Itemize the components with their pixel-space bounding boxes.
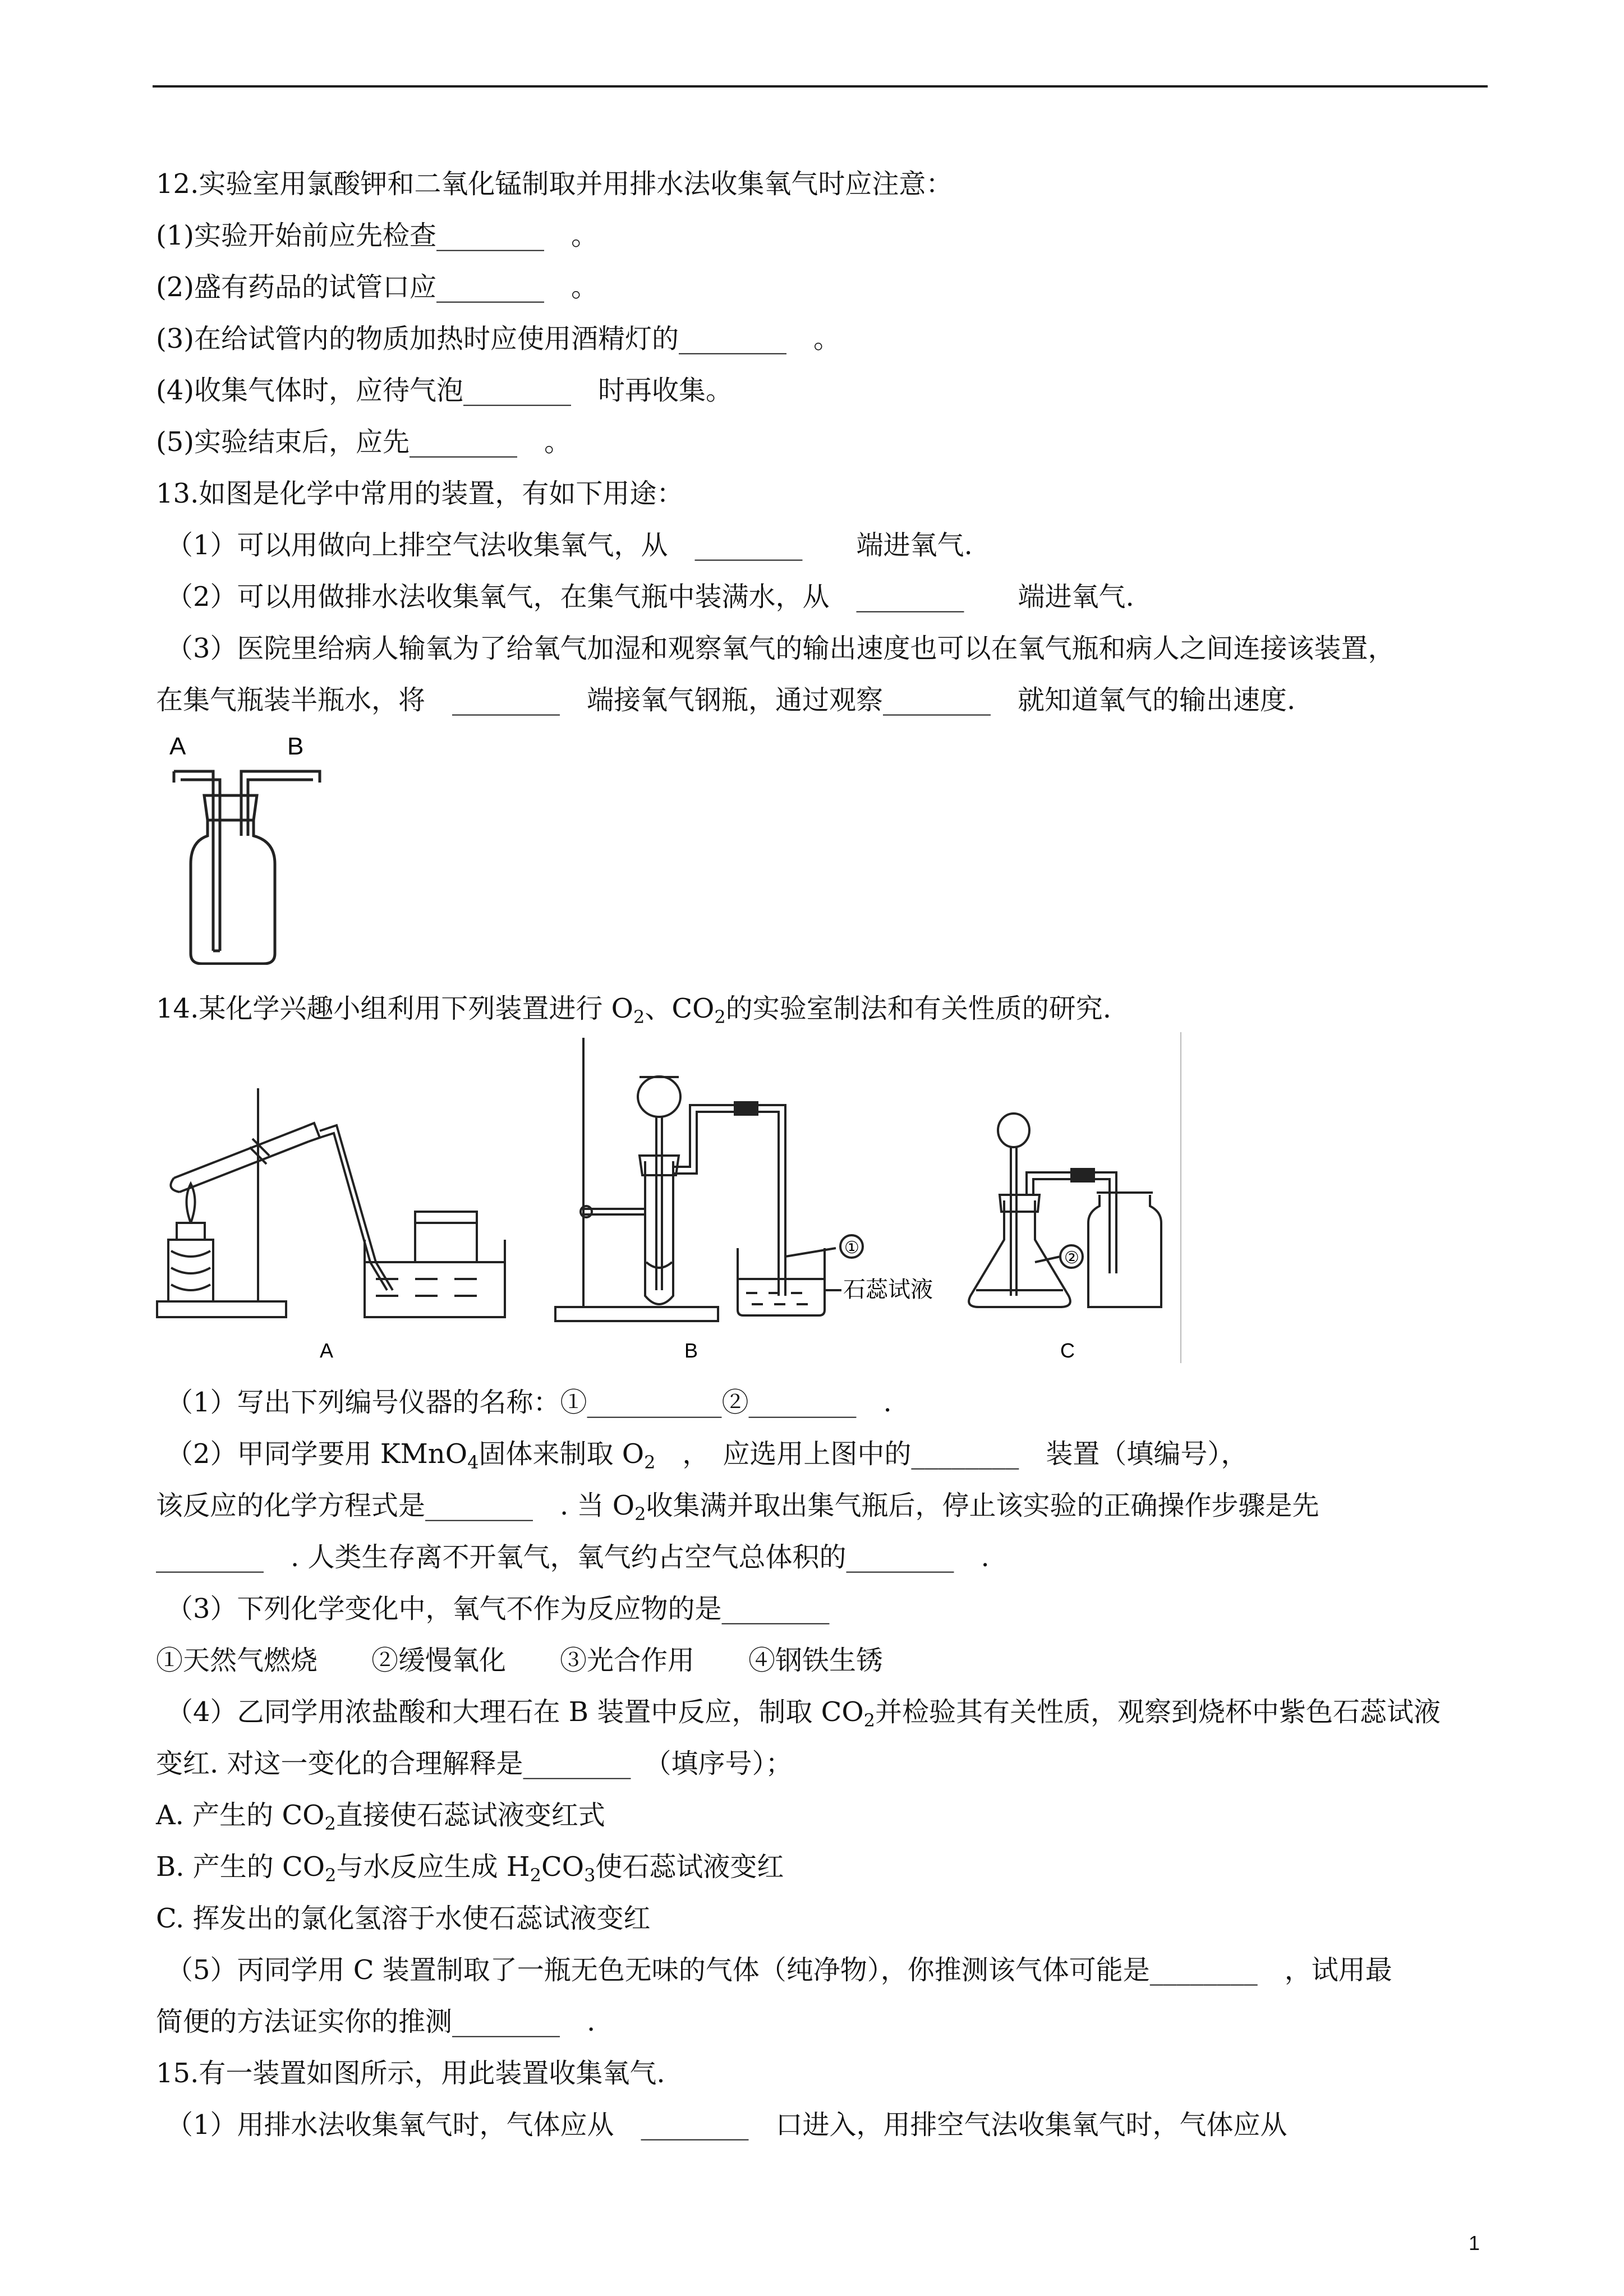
q14-optb-post: 使石蕊试液变红 [595,1851,784,1883]
q14-part2-line1 [166,1437,1248,1471]
q14-label-a: A [320,1339,334,1362]
q14-p2a-mid: 固体来制取 O [479,1438,645,1470]
q15-part1: （1）用排水法收集氧气时，气体应从 ________ 口进入，用排空气法收集氧气时，气体应从 [166,2109,1287,2141]
q14-apparatus-figure [151,1027,1184,1386]
q14-label-num2: ② [1064,1249,1079,1267]
q14-part3: （3）下列化学变化中，氧气不作为反应物的是________ [166,1593,830,1625]
q13-label-a: A [169,733,186,760]
q14-option-b [156,1850,784,1884]
q15-stem: 15.有一装置如图所示，用此装置收集氧气. [156,2058,665,2089]
q14-option-c: C. 挥发出的氯化氢溶于水使石蕊试液变红 [156,1903,651,1934]
q14-p2a-pre: （2）甲同学要用 KMnO [166,1438,468,1470]
q14-option-a [156,1798,605,1832]
q12-stem: 12.实验室用氯酸钾和二氧化锰制取并用排水法收集氧气时应注意： [156,168,953,200]
q14-part4-line1 [166,1695,1441,1729]
q14-opta-sub: 2 [324,1813,336,1834]
q14-opta-pre: A. 产生的 CO [156,1800,325,1831]
q14-optb-sub2: 2 [530,1865,541,1886]
q12-part1: (1)实验开始前应先检查________ 。 [156,220,598,251]
q12-part4: (4)收集气体时，应待气泡________ 时再收集。 [156,375,733,406]
q14-stem-post: 的实验室制法和有关性质的研究. [725,993,1112,1024]
q14-part2-line2 [156,1489,1319,1525]
q14-label-c: C [1060,1339,1075,1362]
q14-p2a-post: ， 应选用上图中的________ 装置（填编号）， [655,1438,1248,1470]
q13-stem: 13.如图是化学中常用的装置，有如下用途： [156,478,684,509]
q12-part3: (3)在给试管内的物质加热时应使用酒精灯的________ 。 [156,323,840,355]
q13-gas-bottle-figure [157,729,337,965]
q14-part5-line2: 简便的方法证实你的推测________ . [156,2006,596,2037]
q14-part2-line3: ________ . 人类生存离不开氧气，氧气约占空气总体积的________ . [156,1542,990,1573]
q14-p2b-post: 收集满并取出集气瓶后，停止该实验的正确操作步骤是先 [646,1490,1319,1521]
q13-part2: （2）可以用做排水法收集氧气，在集气瓶中装满水，从 ________ 端进氧气. [166,581,1134,613]
q14-opta-post: 直接使石蕊试液变红式 [335,1800,605,1831]
q14-label-b: B [684,1339,698,1362]
q14-part4-line2: 变红. 对这一变化的合理解释是________ （填序号）； [156,1748,793,1779]
q14-optb-sub3: 3 [584,1865,596,1886]
q14-stem-sub2: 2 [714,1006,726,1028]
q14-optb-pre: B. 产生的 CO [156,1851,325,1883]
q14-part3-options: ①天然气燃烧 ②缓慢氧化 ③光合作用 ④钢铁生锈 [156,1645,884,1676]
q13-label-b: B [287,733,304,760]
q14-label-litmus: 石蕊试液 [843,1277,933,1302]
q14-p4a-post: 并检验其有关性质，观察到烧杯中紫色石蕊试液 [875,1696,1441,1728]
q14-p4a-sub: 2 [863,1710,876,1731]
page-number: 1 [1469,2231,1480,2254]
q14-optb-mid: 与水反应生成 H [336,1851,530,1883]
q14-part1: （1）写出下列编号仪器的名称：①__________②________ . [166,1387,892,1418]
q14-label-num1: ① [844,1239,859,1257]
q14-p2a-sub2: 2 [644,1452,656,1473]
q13-part3-line1: （3）医院里给病人输氧为了给氧气加湿和观察氧气的输出速度也可以在氧气瓶和病人之间连接该装置， [166,633,1395,664]
q14-optb-mid2: CO [541,1851,585,1883]
q14-stem [156,992,1112,1028]
q12-part5: (5)实验结束后，应先________ 。 [156,426,571,458]
q14-p2b-sub: 2 [634,1503,646,1525]
q13-part1: （1）可以用做向上排空气法收集氧气，从 ________ 端进氧气. [166,530,973,561]
header-rule [153,85,1488,88]
q14-stem-sub1: 2 [633,1006,645,1028]
q14-optb-sub1: 2 [325,1865,337,1886]
q13-part3-line2: 在集气瓶装半瓶水，将 ________ 端接氧气钢瓶，通过观察________ 就知道氧气的输出速度. [156,684,1296,716]
q14-p4a-pre: （4）乙同学用浓盐酸和大理石在 B 装置中反应，制取 CO [166,1696,864,1728]
q14-p2b-pre: 该反应的化学方程式是________ . 当 O [156,1490,635,1521]
q14-p2a-sub1: 4 [467,1452,479,1473]
q14-part5-line1: （5）丙同学用 C 装置制取了一瓶无色无味的气体（纯净物），你推测该气体可能是________ ，试用最 [166,1954,1392,1986]
q14-stem-mid: 、CO [645,993,715,1024]
q14-stem-pre: 14.某化学兴趣小组利用下列装置进行 O [156,993,633,1024]
q12-part2: (2)盛有药品的试管口应________ 。 [156,272,598,303]
